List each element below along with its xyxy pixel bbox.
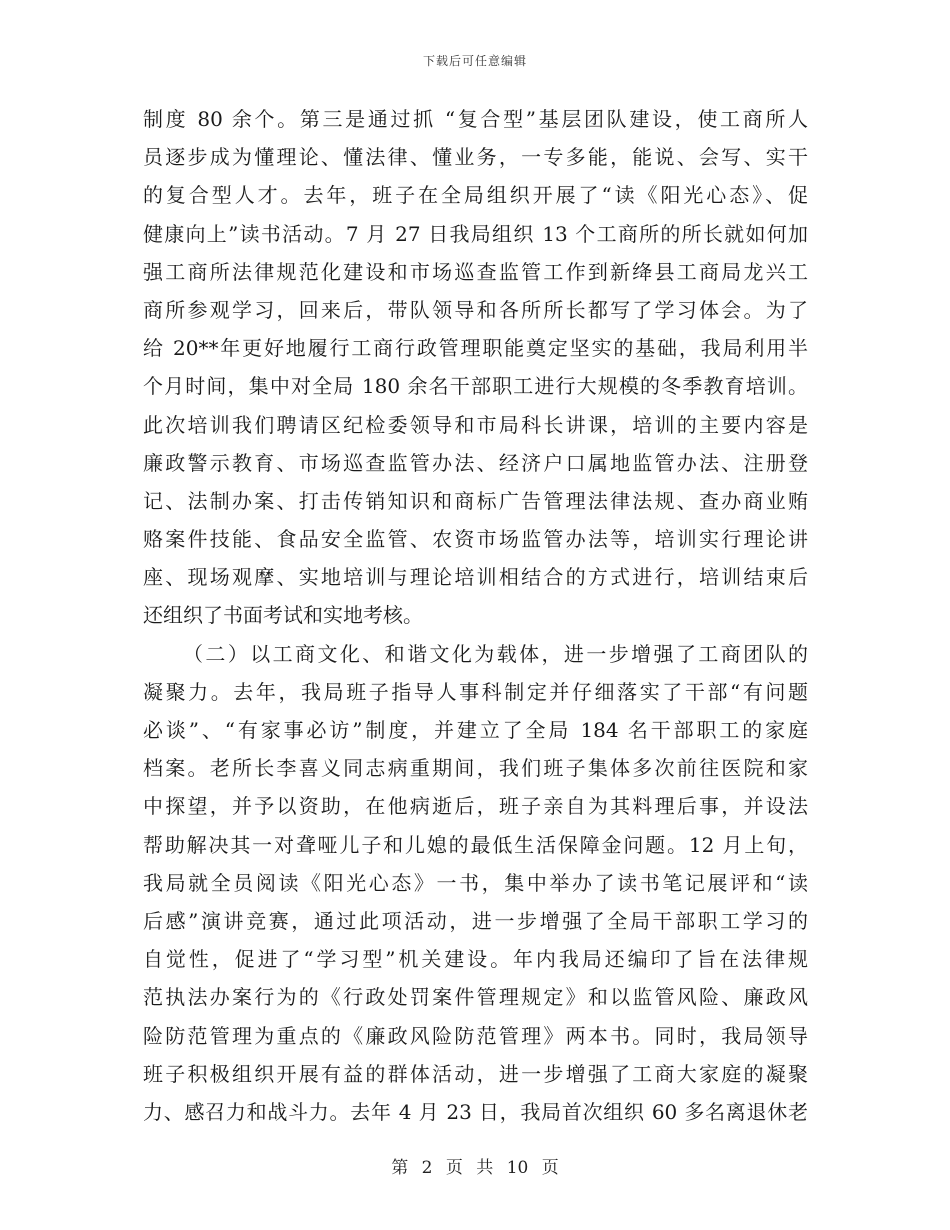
text-line: 档案。老所长李喜义同志病重期间，我们班子集体多次前往医院和家 [143, 756, 808, 781]
text-line: 给 20**年更好地履行工商行政管理职能奠定坚实的基础，我局利用半 [143, 336, 808, 361]
text-line: 此次培训我们聘请区纪检委领导和市局科长讲课，培训的主要内容是 [143, 412, 808, 437]
text-line: 力、感召力和战斗力。去年 4 月 23 日，我局首次组织 60 多名离退休老 [143, 1099, 808, 1124]
text-line: 的复合型人才。去年，班子在全局组织开展了“读《阳光心态》、促 [143, 183, 808, 208]
text-line: 帮助解决其一对聋哑儿子和儿媳的最低生活保障金问题。12 月上旬， [143, 832, 808, 857]
text-line: 自觉性，促进了“学习型”机关建设。年内我局还编印了旨在法律规 [143, 947, 808, 972]
text-line: 员逐步成为懂理论、懂法律、懂业务，一专多能，能说、会写、实干 [143, 145, 808, 170]
document-body [143, 100, 808, 1131]
text-line: 记、法制办案、打击传销知识和商标广告管理法律法规、查办商业贿 [143, 488, 808, 513]
text-line: 凝聚力。去年，我局班子指导人事科制定并仔细落实了干部“有问题 [143, 679, 808, 704]
text-line: 制度 80 余个。第三是通过抓 “复合型”基层团队建设，使工商所人 [143, 107, 808, 131]
paragraph-1 [143, 100, 808, 635]
paragraph-2 [143, 635, 808, 1131]
text-line: 座、现场观摩、实地培训与理论培训相结合的方式进行，培训结束后 [143, 565, 808, 590]
page-header: 下载后可任意编辑 [422, 54, 527, 68]
text-line: （二）以工商文化、和谐文化为载体，进一步增强了工商团队的 [183, 641, 808, 666]
text-line: 我局就全员阅读《阳光心态》一书，集中举办了读书笔记展评和“读 [143, 870, 808, 895]
text-line: 范执法办案行为的《行政处罚案件管理规定》和以监管风险、廉政风 [143, 985, 808, 1010]
text-line: 赂案件技能、食品安全监管、农资市场监管办法等，培训实行理论讲 [143, 527, 808, 552]
text-line: 班子积极组织开展有益的群体活动，进一步增强了工商大家庭的凝聚 [143, 1061, 808, 1086]
text-line: 还组织了书面考试和实地考核。 [143, 603, 423, 628]
text-line: 必谈”、“有家事必访”制度，并建立了全局 184 名干部职工的家庭 [143, 718, 808, 742]
text-line: 个月时间，集中对全局 180 余名干部职工进行大规模的冬季教育培训。 [143, 374, 808, 399]
text-line: 商所参观学习，回来后，带队领导和各所所长都写了学习体会。为了 [143, 297, 808, 322]
text-line: 险防范管理为重点的《廉政风险防范管理》两本书。同时，我局领导 [143, 1023, 808, 1048]
text-line: 廉政警示教育、市场巡查监管办法、经济户口属地监管办法、注册登 [143, 450, 808, 475]
page-number-footer: 第 2 页 共 10 页 [391, 1158, 559, 1178]
text-line: 中探望，并予以资助，在他病逝后，班子亲自为其料理后事，并设法 [143, 794, 808, 819]
text-line: 后感”演讲竞赛，通过此项活动，进一步增强了全局干部职工学习的 [143, 908, 808, 933]
text-line: 强工商所法律规范化建设和市场巡查监管工作到新绛县工商局龙兴工 [143, 259, 808, 284]
text-line: 健康向上”读书活动。7 月 27 日我局组织 13 个工商所的所长就如何加 [143, 221, 808, 246]
